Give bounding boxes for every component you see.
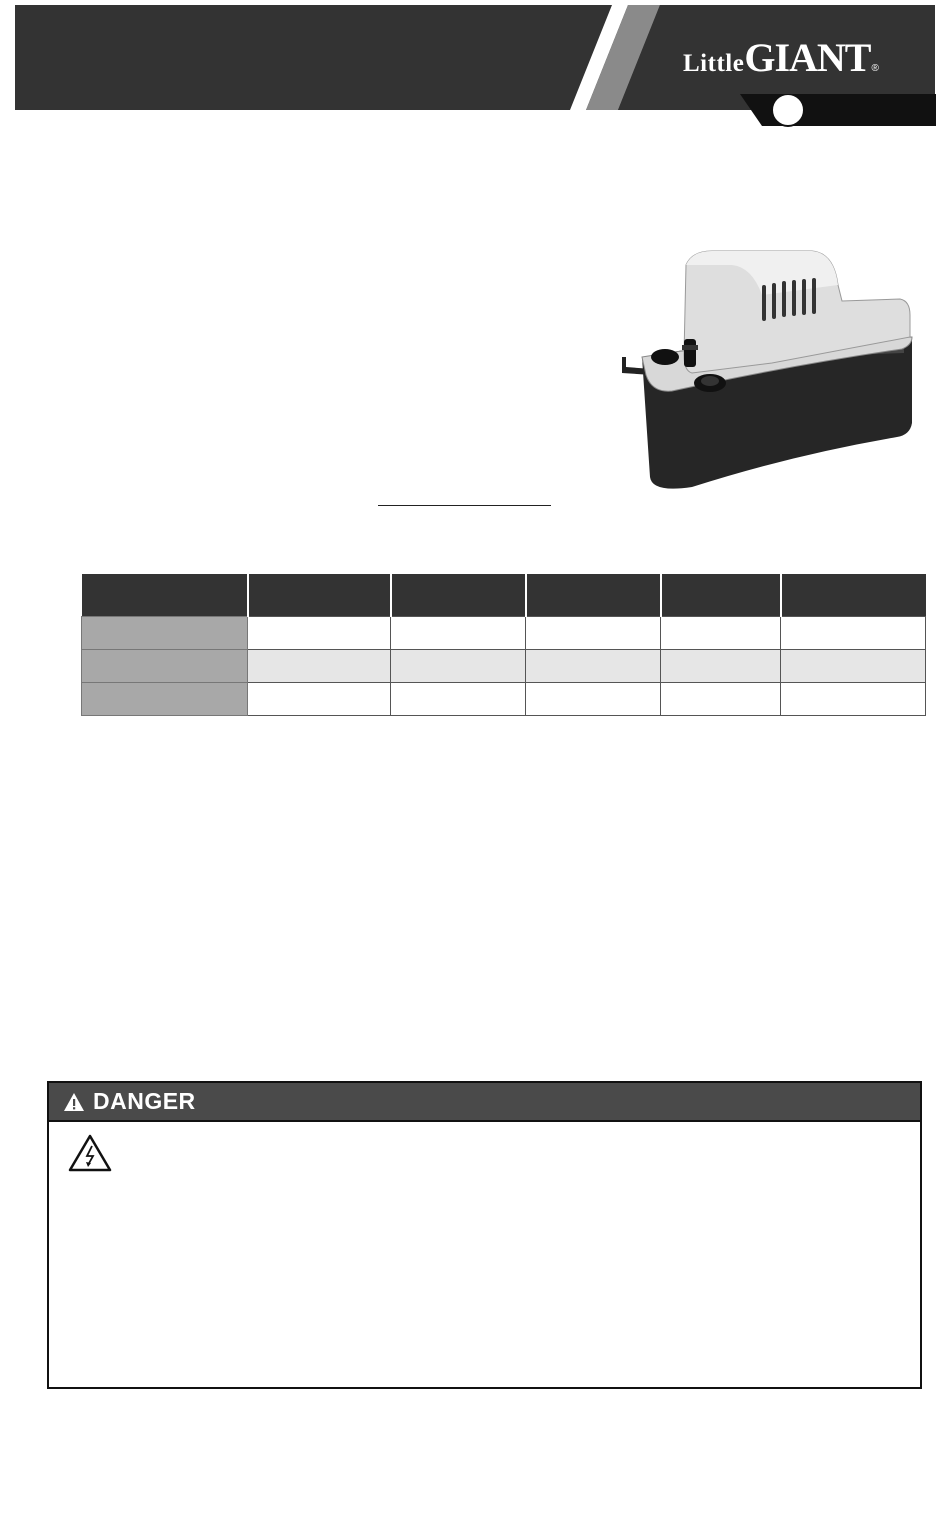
- table-cell: [781, 650, 926, 683]
- table-cell: [526, 683, 661, 716]
- header-tab: [740, 94, 940, 134]
- danger-title: DANGER: [93, 1088, 196, 1114]
- spec-header-cell: [526, 574, 661, 617]
- row-label-cell: [82, 617, 248, 650]
- danger-header: [49, 1083, 920, 1122]
- brand-logo: [683, 34, 879, 81]
- table-row: [82, 650, 926, 683]
- spec-header-cell: [781, 574, 926, 617]
- table-cell: [391, 617, 526, 650]
- danger-box: [47, 1081, 922, 1389]
- spec-header-cell: [391, 574, 526, 617]
- table-cell: [248, 617, 391, 650]
- table-cell: [661, 650, 781, 683]
- spec-header-cell: [82, 574, 248, 617]
- spec-table-header-row: [82, 574, 926, 617]
- brand-logo-little: Little: [683, 50, 745, 77]
- product-photo: [612, 245, 924, 497]
- table-cell: [526, 650, 661, 683]
- underline-rule: [378, 505, 551, 506]
- table-cell: [781, 683, 926, 716]
- registered-mark: ®: [871, 63, 879, 74]
- warning-triangle-icon: [63, 1092, 85, 1112]
- row-label-cell: [82, 650, 248, 683]
- row-label-cell: [82, 683, 248, 716]
- spec-header-cell: [248, 574, 391, 617]
- electrical-shock-icon: [68, 1134, 112, 1172]
- table-cell: [781, 617, 926, 650]
- brand-logo-giant: GIANT: [744, 35, 871, 80]
- table-cell: [661, 617, 781, 650]
- table-cell: [391, 650, 526, 683]
- table-cell: [391, 683, 526, 716]
- table-cell: [526, 617, 661, 650]
- table-row: [82, 683, 926, 716]
- table-row: [82, 617, 926, 650]
- spec-header-cell: [661, 574, 781, 617]
- table-cell: [248, 650, 391, 683]
- spec-table: [81, 574, 926, 716]
- table-cell: [248, 683, 391, 716]
- table-cell: [661, 683, 781, 716]
- page-circle-icon: [772, 94, 804, 126]
